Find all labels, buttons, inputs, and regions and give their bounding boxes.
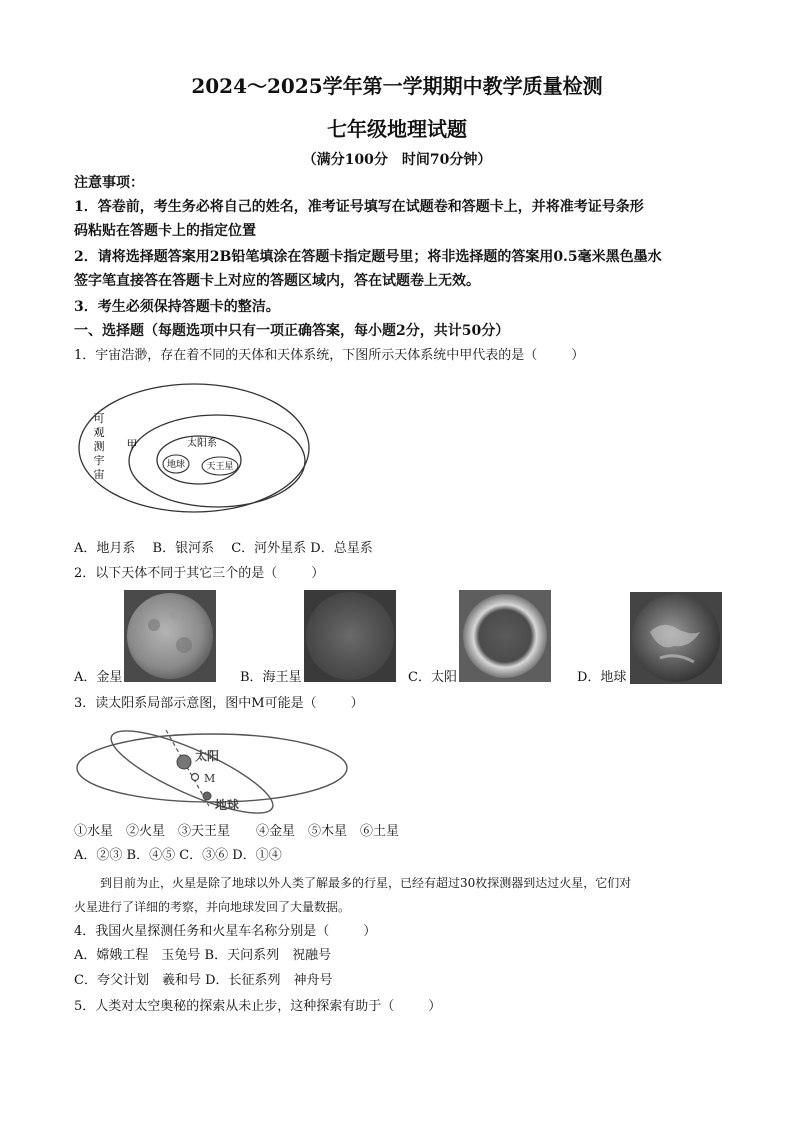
jia-label: 甲	[126, 438, 138, 451]
question-3-text: 3．读太阳系局部示意图，图中M可能是（	[74, 696, 317, 711]
venus-image	[124, 590, 216, 682]
question-3-diagram	[74, 718, 354, 818]
notice-item-1-line-1: 1．答卷前，考生务必将自己的姓名，准考证号填写在试题卷和答题卡上，并将准考证号条形	[74, 199, 644, 215]
universe-char-3: 测	[93, 440, 105, 453]
notice-heading: 注意事项：	[74, 175, 144, 191]
question-4-stem	[74, 921, 376, 943]
question-4-options-row-1: A．嫦娥工程 玉兔号 B．天问系列 祝融号	[74, 948, 332, 963]
m-dot	[192, 774, 199, 781]
question-4-options-row-2: C．夸父计划 羲和号 D．长征系列 神舟号	[74, 973, 333, 988]
sun-image	[459, 590, 551, 682]
passage-line-2: 火星进行了详细的考察，并向地球发回了大量数据。	[74, 900, 351, 914]
sun-dot	[177, 755, 191, 769]
universe-char-5: 宙	[93, 468, 105, 481]
jia-ellipse	[126, 415, 305, 507]
notice-item-2-line-1: 2．请将选择题答案用2B铅笔填涂在答题卡指定题号里；将非选择题的答案用0.5毫米黑色墨水	[74, 249, 662, 265]
section-1-heading: 一、选择题（每题选项中只有一项正确答案，每小题2分，共计50分）	[74, 323, 510, 339]
question-4-paren-close: ）	[363, 924, 377, 939]
option-d-earth: D．地球	[577, 670, 627, 685]
option-b-neptune: B．海王星	[240, 670, 302, 685]
universe-char-2: 观	[93, 426, 105, 439]
exam-info: （满分100分 时间70分钟）	[302, 152, 492, 168]
universe-char-1: 可	[93, 412, 105, 425]
uranus-label: 天王星	[206, 462, 234, 472]
m-label: M	[204, 772, 216, 785]
sun-label: 太阳	[195, 749, 220, 763]
exam-subject: 七年级地理试题	[327, 117, 467, 141]
exam-title: 2024～2025学年第一学期期中教学质量检测	[191, 74, 603, 98]
universe-char-4: 宇	[93, 454, 105, 467]
question-2-stem	[74, 563, 324, 585]
question-5-text: 5．人类对太空奥秘的探索从未止步，这种探索有助于（	[74, 999, 395, 1014]
passage-line-1: 到目前为止，火星是除了地球以外人类了解最多的行星，已经有超过30枚探测器到达过火星，它们对	[100, 876, 632, 890]
question-2-paren-close: ）	[311, 566, 325, 581]
question-5-stem	[74, 996, 441, 1018]
earth-label: 地球	[166, 460, 186, 470]
neptune-image	[304, 590, 396, 682]
question-5-paren-close: ）	[428, 999, 442, 1014]
question-1-options: A．地月系 B．银河系 C．河外星系 D．总星系	[74, 541, 373, 556]
solar-system-label: 太阳系	[187, 438, 217, 449]
option-c-sun: C．太阳	[408, 670, 457, 685]
earth-image	[630, 592, 722, 684]
option-a-venus: A．金星	[74, 670, 123, 685]
question-1-text: 1．宇宙浩渺，存在着不同的天体和天体系统，下图所示天体系统中甲代表的是（	[74, 348, 538, 363]
earth-orbit	[77, 734, 347, 802]
earth-dot	[203, 792, 211, 800]
question-1-stem	[74, 345, 584, 367]
notice-item-3: 3．考生必须保持答题卡的整洁。	[74, 299, 280, 315]
question-3-choices: ①水星 ②火星 ③天王星 ④金星 ⑤木星 ⑥土星	[74, 824, 400, 839]
question-3-paren-close: ）	[350, 696, 364, 711]
question-3-stem	[74, 693, 364, 715]
notice-item-2-line-2: 签字笔直接答在答题卡上对应的答题区域内，答在试题卷上无效。	[74, 273, 480, 289]
question-3-options: A．②③ B．④⑤ C．③⑥ D．①④	[74, 848, 282, 863]
earth-label: 地球	[215, 798, 240, 812]
inner-orbit	[103, 718, 282, 818]
question-1-diagram	[74, 378, 314, 518]
question-4-text: 4．我国火星探测任务和火星车名称分别是（	[74, 924, 330, 939]
question-1-paren-close: ）	[571, 348, 585, 363]
notice-item-1-line-2: 码粘贴在答题卡上的指定位置	[74, 223, 256, 239]
question-2-text: 2．以下天体不同于其它三个的是（	[74, 566, 278, 581]
